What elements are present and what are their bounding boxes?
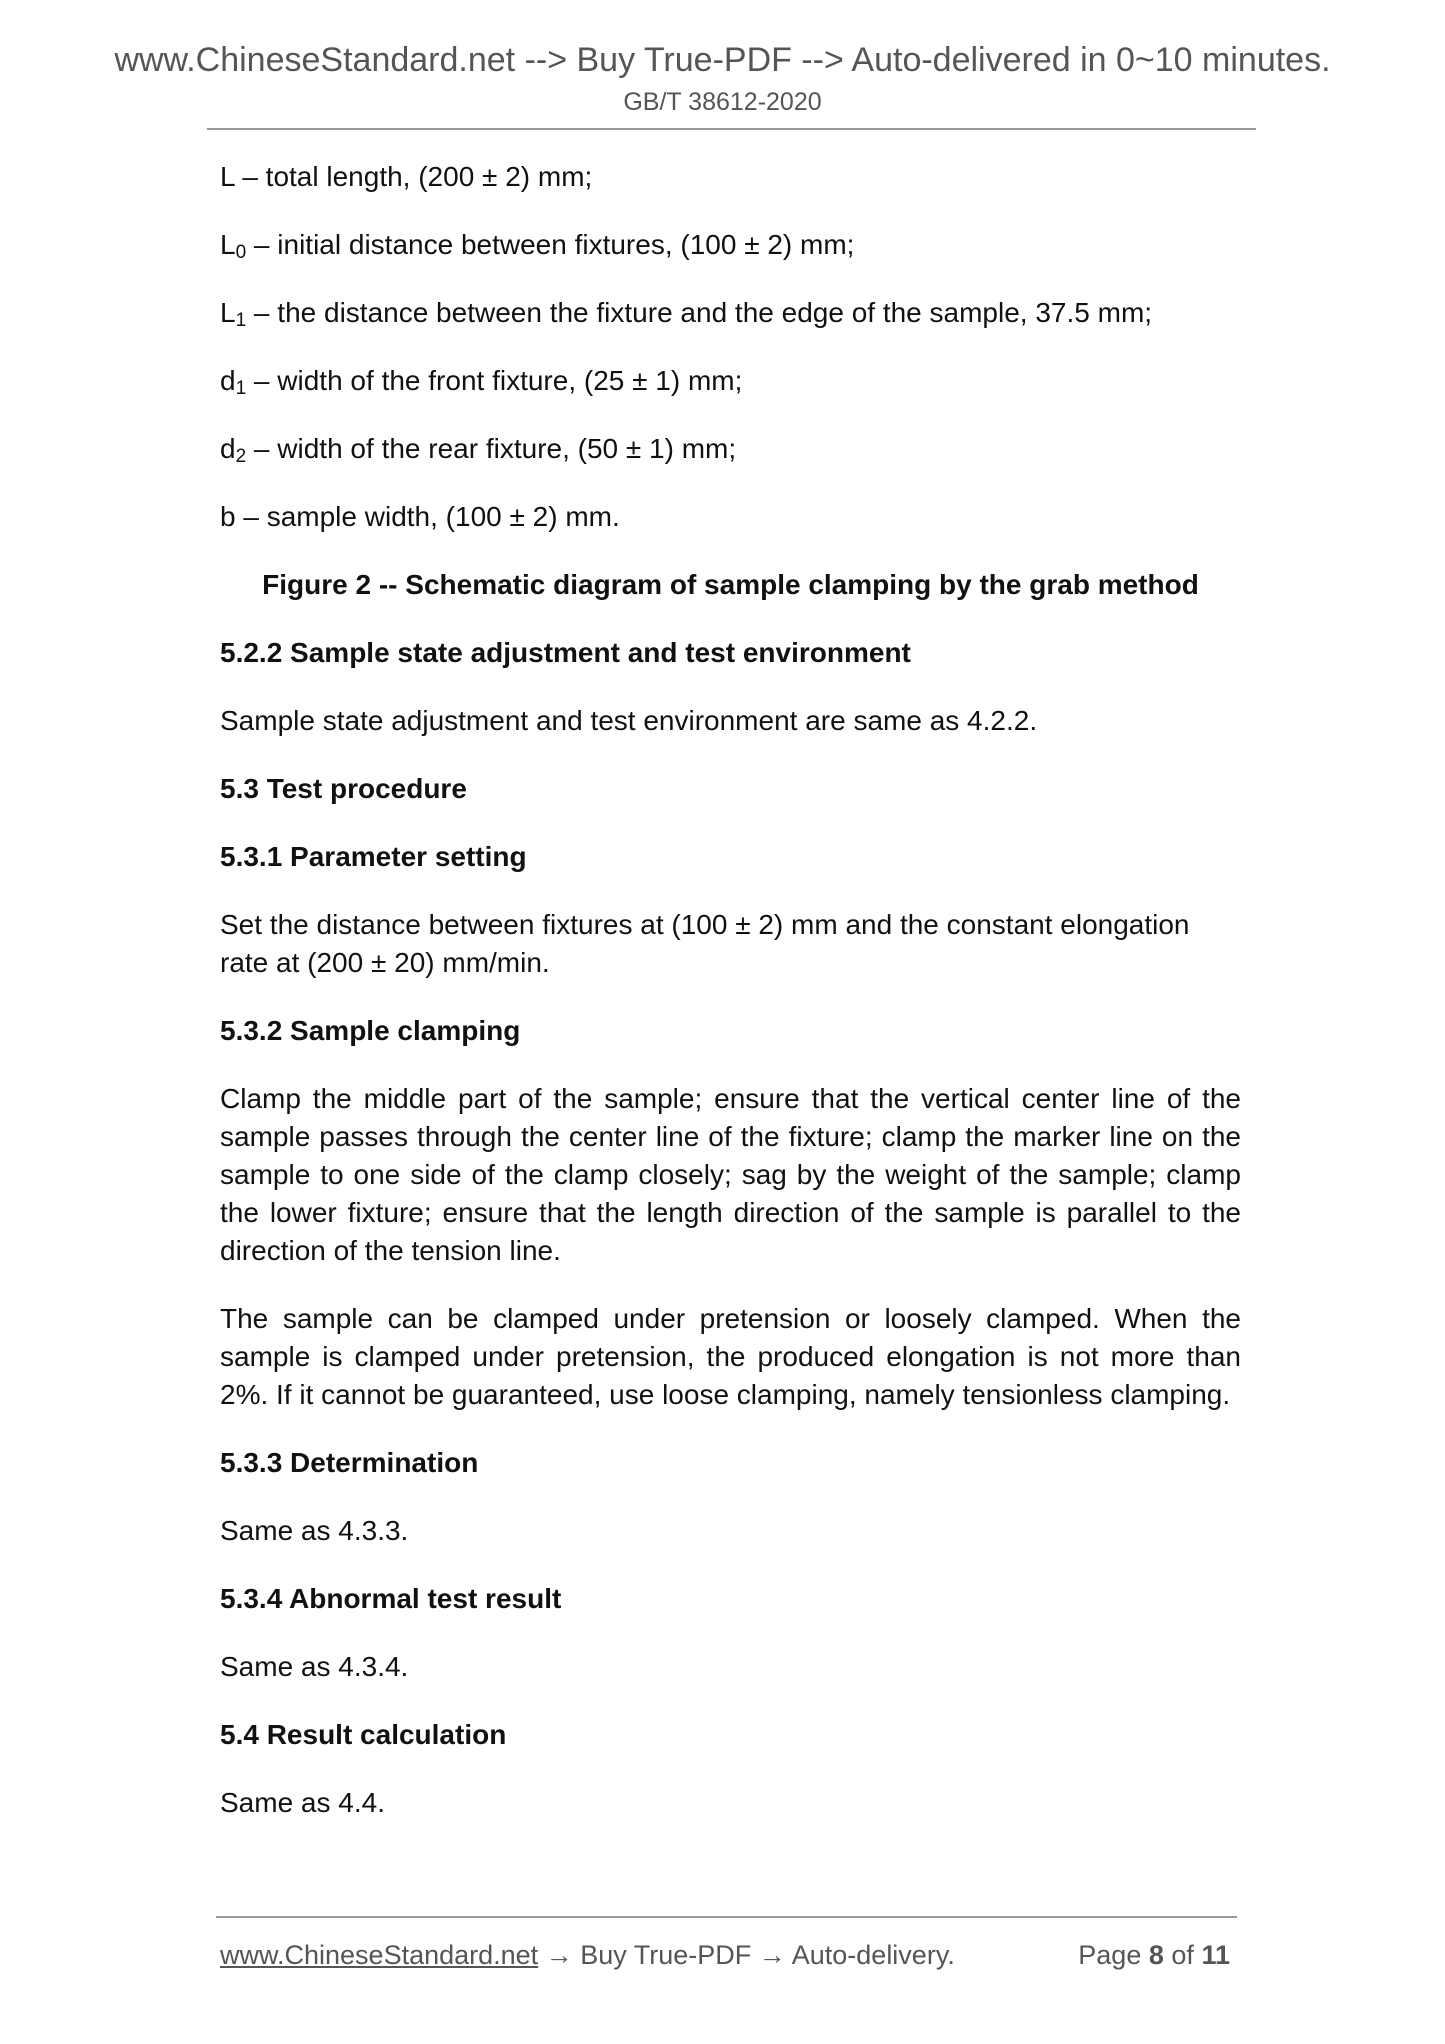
definition-text: – sample width, (100 ± 2) mm. (235, 501, 620, 532)
page-label: Page (1078, 1940, 1142, 1970)
footer-website-link[interactable]: www.ChineseStandard.net (220, 1940, 539, 1970)
definition-symbol: b (220, 501, 236, 532)
footer-divider (216, 1916, 1237, 1918)
section-text-5-3-1: Set the distance between fixtures at (100 ± 2) mm and the constant elongation rate at (200 ± 20) mm/min. (220, 909, 1190, 978)
definition-symbol: L (220, 297, 236, 328)
definition-subscript: 0 (235, 242, 247, 263)
section-heading-5-2-2: 5.2.2 Sample state adjustment and test environment (220, 637, 911, 668)
document-body (220, 158, 1241, 1852)
figure-caption: Figure 2 -- Schematic diagram of sample clamping by the grab method (262, 569, 1199, 600)
footer-left (220, 1936, 955, 1974)
page-footer (220, 1936, 1230, 1976)
section-text-5-3-2-a: Clamp the middle part of the sample; ensure that the vertical center line of the sample passes through the center line of the fixture; clamp the marker line on the sample to one side of the clamp closely; sag by the weight of the sample; clamp the lower fixture; ensure that the length direction of the sample is parallel to the direction of the tension line. (220, 1083, 1241, 1266)
section-heading-5-3-4: 5.3.4 Abnormal test result (220, 1583, 562, 1614)
section-heading-5-3: 5.3 Test procedure (220, 773, 467, 804)
definition-symbol: L (220, 229, 236, 260)
section-heading-5-3-3: 5.3.3 Determination (220, 1447, 479, 1478)
section-text-5-3-4: Same as 4.3.4. (220, 1651, 409, 1682)
definition-text: – width of the front fixture, (25 ± 1) mm; (246, 365, 743, 396)
of-label: of (1171, 1940, 1194, 1970)
definition-text: – width of the rear fixture, (50 ± 1) mm; (246, 433, 737, 464)
definition-item (220, 498, 1241, 536)
definition-symbol: L (220, 161, 235, 192)
definition-subscript: 2 (235, 446, 247, 467)
section-heading-5-3-2: 5.3.2 Sample clamping (220, 1015, 521, 1046)
definition-item (220, 362, 1241, 400)
definition-symbol: d (220, 433, 236, 464)
page-indicator (1078, 1936, 1230, 1974)
standard-number: GB/T 38612-2020 (623, 88, 822, 116)
section-text-5-4: Same as 4.4. (220, 1787, 385, 1818)
total-pages: 11 (1201, 1940, 1230, 1970)
section-heading-5-3-1: 5.3.1 Parameter setting (220, 841, 527, 872)
definition-text: – initial distance between fixtures, (100 ± 2) mm; (246, 229, 855, 260)
header-divider (207, 128, 1256, 130)
header-banner: www.ChineseStandard.net --> Buy True-PDF --> Auto-delivered in 0~10 minutes. (114, 41, 1331, 79)
section-heading-5-4: 5.4 Result calculation (220, 1719, 507, 1750)
definition-subscript: 1 (235, 310, 247, 331)
page-number: 8 (1148, 1940, 1164, 1970)
section-text-5-2-2: Sample state adjustment and test environment are same as 4.2.2. (220, 705, 1038, 736)
section-text-5-3-3: Same as 4.3.3. (220, 1515, 409, 1546)
definition-item (220, 226, 1241, 264)
footer-tagline: → Buy True-PDF → Auto-delivery. (538, 1940, 955, 1970)
definition-text: – total length, (200 ± 2) mm; (234, 161, 593, 192)
definition-subscript: 1 (235, 378, 247, 399)
definition-text: – the distance between the fixture and the edge of the sample, 37.5 mm; (246, 297, 1153, 328)
definition-item (220, 294, 1241, 332)
section-text-5-3-2-b: The sample can be clamped under pretension or loosely clamped. When the sample is clamped under pretension, the produced elongation is not more than 2%. If it cannot be guaranteed, use loose clamping, namely tensionless clamping. (220, 1303, 1241, 1410)
page-header (0, 38, 1445, 118)
definition-symbol: d (220, 365, 236, 396)
definition-item (220, 158, 1241, 196)
definition-item (220, 430, 1241, 468)
